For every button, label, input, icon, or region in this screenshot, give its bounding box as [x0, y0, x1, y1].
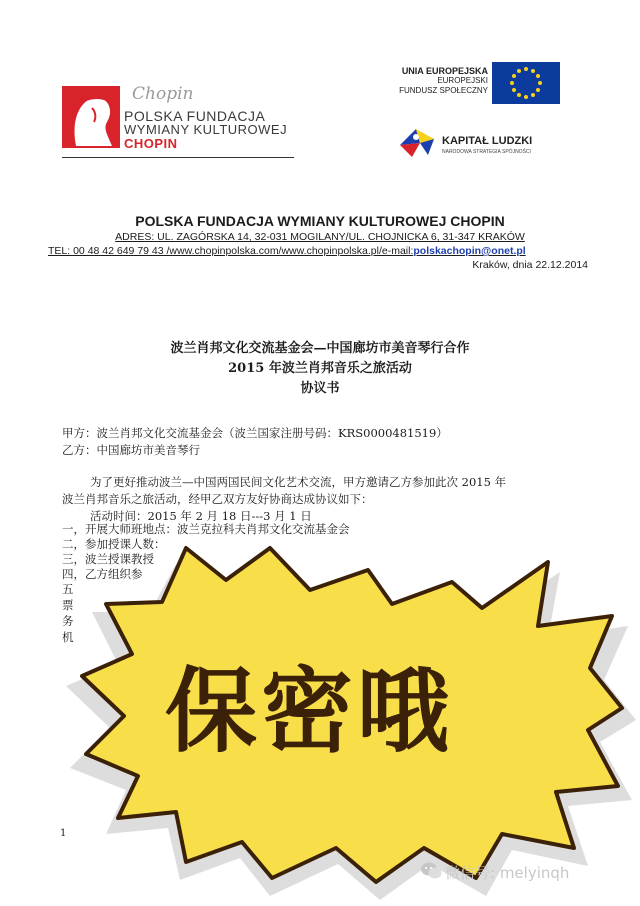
- item-2: 二，参加授课人数：: [62, 537, 166, 551]
- address-line: ADRES: UL. ZAGÓRSKA 14, 32-031 MOGILANY/UL. CHOJNICKA 6, 31-347 KRAKÓW: [115, 231, 525, 243]
- kapital-ludzki-title: KAPITAŁ LUDZKI: [442, 135, 533, 147]
- chopin-logo-line1: POLSKA FUNDACJA: [124, 108, 266, 124]
- party-b: 乙方：中国廊坊市美音琴行: [62, 443, 200, 457]
- item-1: 一，开展大师班地点：波兰克拉科夫肖邦文化交流基金会: [62, 522, 350, 536]
- item-4: 四，乙方组织参: [62, 567, 143, 581]
- chopin-signature: Chopin: [132, 84, 194, 104]
- activity-time: 活动时间：2015 年 2 月 18 日---3 月 1 日: [90, 509, 312, 523]
- document-title-1: 波兰肖邦文化交流基金会—中国廊坊市美音琴行合作: [170, 341, 470, 356]
- chopin-logo-line3: CHOPIN: [124, 136, 178, 151]
- organization-name: POLSKA FUNDACJA WYMIANY KULTUROWEJ CHOPIN: [135, 213, 505, 229]
- kapital-ludzki-subtitle: NARODOWA STRATEGIA SPÓJNOŚCI: [442, 149, 531, 155]
- page-number: 1: [60, 828, 67, 839]
- item-7: 务: [62, 614, 74, 628]
- eu-line3: FUNDUSZ SPOŁECZNY: [399, 86, 488, 95]
- paragraph-line2: 波兰肖邦音乐之旅活动，经甲乙双方友好协商达成协议如下：: [62, 492, 373, 506]
- contact-tel: TEL: 00 48 42 649 79 43 /www.chopinpolska.com/www.chopinpolska.pl/e-mail:: [48, 245, 414, 257]
- contact-email[interactable]: polskachopin@onet.pl: [413, 245, 526, 257]
- eu-line2: EUROPEJSKI: [437, 76, 488, 85]
- item-5: 五: [62, 582, 74, 596]
- party-a: 甲方：波兰肖邦文化交流基金会（波兰国家注册号码：KRS0000481519）: [62, 426, 448, 440]
- confidential-stamp-text: 保密哦: [165, 658, 454, 765]
- paragraph-line1: 为了更好推动波兰—中国两国民间文化艺术交流，甲方邀请乙方参加此次 2015 年: [90, 475, 507, 489]
- chopin-logo-line2: WYMIANY KULTUROWEJ: [124, 122, 288, 137]
- wechat-watermark: 微信号: melyinqh: [445, 864, 570, 882]
- document-date: Kraków, dnia 22.12.2014: [472, 259, 588, 271]
- item-6: 票: [62, 598, 74, 612]
- document-title-3: 协议书: [300, 381, 340, 396]
- document-title-2: 2015 年波兰肖邦音乐之旅活动: [228, 361, 412, 376]
- item-3: 三，波兰授课教授: [62, 552, 154, 566]
- eu-line1: UNIA EUROPEJSKA: [401, 66, 488, 76]
- wechat-icon: [420, 861, 442, 881]
- item-8: 机: [62, 630, 74, 644]
